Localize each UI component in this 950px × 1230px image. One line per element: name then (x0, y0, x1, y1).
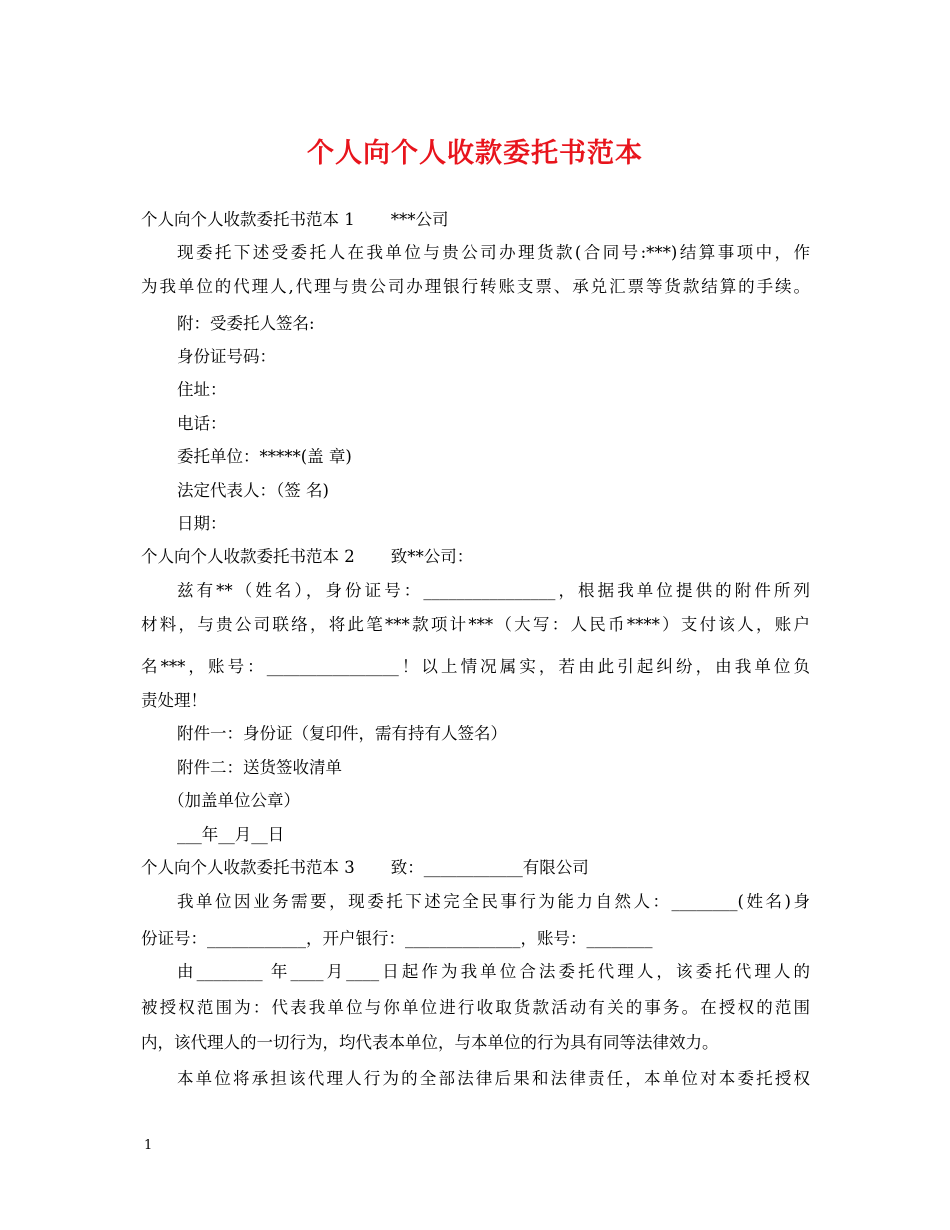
section1-field: 电话： (177, 414, 227, 433)
section2-heading: 个人向个人收款委托书范本 2 (141, 547, 355, 566)
section1-body-line: 现委托下述受委托人在我单位与贵公司办理货款(合同号:***)结算事项中，作 (177, 243, 810, 262)
page-number: 1 (144, 1138, 153, 1153)
section3-heading-line (141, 857, 589, 879)
section2-body-line: 责处理！ (141, 691, 207, 710)
section3-body-line: 由________ 年____月____日起作为我单位合法委托代理人，该委托代理人的 (177, 962, 810, 981)
section3-heading: 个人向个人收款委托书范本 3 (141, 858, 355, 877)
section1-field: 身份证号码： (177, 347, 276, 366)
section1-field: 附：受委托人签名: (177, 314, 315, 333)
section1-field: 委托单位：*****(盖 章) (177, 447, 352, 466)
section2-body-line: 材料，与贵公司联络，将此笔***款项计***（大写：人民币****）支付该人，账户 (141, 615, 810, 634)
section3-body-line: 我单位因业务需要，现委托下述完全民事行为能力自然人：________(姓名)身 (177, 892, 810, 911)
section2-attachment: 附件一：身份证（复印件，需有持有人签名） (177, 724, 507, 743)
section1-heading-line (141, 209, 449, 231)
section1-body-line: 为我单位的代理人,代理与贵公司办理银行转账支票、承兑汇票等货款结算的手续。 (141, 277, 810, 296)
section3-body-line: 被授权范围为：代表我单位与你单位进行收取货款活动有关的事务。在授权的范围 (141, 998, 810, 1017)
section1-heading: 个人向个人收款委托书范本 1 (141, 210, 355, 229)
document-title: 个人向个人收款委托书范本 (307, 138, 643, 169)
section2-attachment: 附件二：送货签收清单 (177, 758, 342, 777)
section2-date: ___年__月__日 (177, 825, 285, 844)
section2-recipient: 致**公司： (390, 547, 474, 566)
section1-field: 住址： (177, 380, 227, 399)
section1-recipient: ***公司 (390, 210, 449, 229)
section3-body-line: 内，该代理人的一切行为，均代表本单位，与本单位的行为具有同等法律效力。 (141, 1033, 719, 1052)
section1-field: 日期： (177, 514, 227, 533)
section2-body-line: 兹有**（姓名），身份证号：________________，根据我单位提供的附件所列 (177, 581, 810, 600)
section1-field: 法定代表人：（签 名) (177, 481, 329, 500)
section2-heading-line (141, 546, 473, 568)
section2-body-line: 名***，账号：________________！以上情况属实，若由此引起纠纷，由我单位负 (141, 657, 810, 676)
section2-seal: （加盖单位公章） (168, 791, 300, 810)
section3-recipient: 致：____________有限公司 (390, 858, 589, 877)
section3-body-line: 份证号：____________，开户银行：______________，账号：________ (141, 929, 653, 948)
section3-body-line: 本单位将承担该代理人行为的全部法律后果和法律责任，本单位对本委托授权 (177, 1069, 810, 1088)
